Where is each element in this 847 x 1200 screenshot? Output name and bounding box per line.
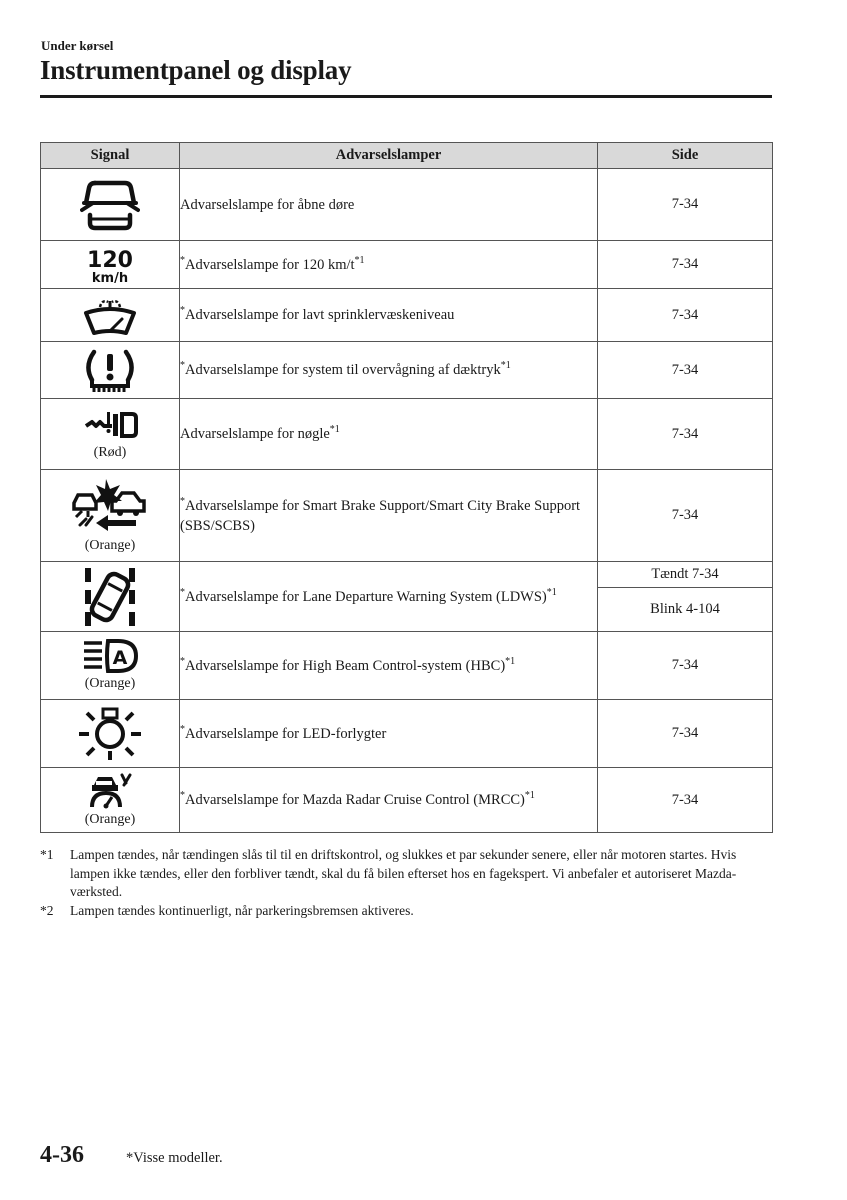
table-header-row (41, 143, 773, 169)
svg-text:120: 120 (87, 247, 133, 273)
lamp-description: *Advarselslampe for 120 $km/t^{*1}$ (180, 241, 598, 289)
signal-cell (41, 399, 180, 470)
page-title: Instrumentpanel og display (40, 55, 352, 85)
lamp-description: *Advarselslampe for Lane Departure Warning System (LDWS)$^{*1}$ (180, 562, 598, 632)
warning-lamps-table (40, 142, 773, 833)
signal-cell (41, 768, 180, 833)
lamp-description: *Advarselslampe for LED-forlygter (180, 700, 598, 768)
section-label: Under kørsel (41, 38, 114, 53)
table-row (41, 399, 773, 470)
signal-cell (41, 342, 180, 399)
radar-cruise-icon (86, 773, 134, 809)
smart-brake-support-icon (72, 477, 148, 535)
footer-note: *Visse modeller. (126, 1150, 223, 1166)
table-row (41, 632, 773, 700)
footnote-mark: *2 (40, 902, 54, 918)
table-row (41, 700, 773, 768)
title-rule (40, 95, 772, 98)
page-reference: 7-34 (598, 632, 773, 700)
page-reference: 7-34 (598, 342, 773, 399)
color-label: (Orange) (84, 676, 136, 691)
footnote-text: Lampen tændes kontinuerligt, når parkeringsbremsen aktiveres. (70, 902, 414, 918)
svg-text:A: A (112, 647, 128, 669)
color-label: (Rød) (93, 444, 127, 460)
page-number: 4-36 (40, 1142, 84, 1168)
color-label: (Orange) (84, 811, 136, 827)
speed-120-kmh-icon (86, 245, 134, 285)
page-reference: 7-34 (598, 399, 773, 470)
signal-cell (41, 562, 180, 632)
signal-cell (41, 632, 180, 700)
lamp-description: *Advarselslampe for Smart Brake Support/Smart City Brake Support (SBS/SCBS) (180, 470, 598, 562)
page-reference: 7-34 (598, 169, 773, 241)
header-lamps: Advarselslamper (180, 143, 598, 169)
signal-cell (41, 289, 180, 342)
lamp-description: *Advarselslampe for system til overvågning af dæktryk$^{*1}$ (180, 342, 598, 399)
signal-cell (41, 241, 180, 289)
lamp-description: Advarselslampe for åbne døre (180, 169, 598, 241)
key-warning-icon (82, 408, 138, 442)
table-row (41, 241, 773, 289)
footnotes (40, 846, 775, 920)
led-headlight-icon (77, 707, 143, 761)
page-reference-on: Tændt 7-34 (598, 562, 773, 588)
footnote-text: Lampen tændes, når tændingen slås til til en driftskontrol, og slukkes et par sekunder senere, eller når motoren startes. Hvis lampen ikke tændes, eller den forbliver tændt, skal du få bilen efterset hos en fagekspert. Vi anbefaler et autoriseret Mazda-værksted. (70, 847, 737, 899)
page-reference-blink: Blink 4-104 (598, 588, 773, 632)
signal-cell (41, 169, 180, 241)
page-reference: 7-34 (598, 289, 773, 342)
footnote (40, 846, 775, 902)
table-row (41, 342, 773, 399)
washer-fluid-icon (82, 293, 138, 337)
table-row (41, 768, 773, 833)
tire-pressure-icon (82, 346, 138, 394)
table-row (41, 169, 773, 241)
lamp-description: *Advarselslampe for High Beam Control-system (HBC)$^{*1}$ (180, 632, 598, 700)
lamp-description: *Advarselslampe for Mazda Radar Cruise Control (MRCC)$^{*1}$ (180, 768, 598, 833)
table-row (41, 562, 773, 588)
lamp-description: Advarselslampe for nøgle$^{*1}$ (180, 399, 598, 470)
page-reference: 7-34 (598, 470, 773, 562)
footnote-mark: *1 (40, 847, 54, 862)
table-row (41, 470, 773, 562)
table-row (41, 289, 773, 342)
lane-departure-icon (81, 566, 139, 628)
footnote (40, 902, 775, 921)
header-page: Side (598, 143, 773, 169)
page-reference: 7-34 (598, 768, 773, 833)
signal-cell (41, 470, 180, 562)
page-reference: 7-34 (598, 241, 773, 289)
page-reference: 7-34 (598, 700, 773, 768)
high-beam-control-icon (80, 639, 140, 673)
lamp-description: *Advarselslampe for lavt sprinklervæskeniveau (180, 289, 598, 342)
color-label: (Orange) (84, 538, 136, 553)
header-signal: Signal (41, 143, 180, 169)
signal-cell (41, 700, 180, 768)
door-open-warning-icon (80, 177, 140, 233)
svg-text:km/h: km/h (91, 270, 129, 285)
